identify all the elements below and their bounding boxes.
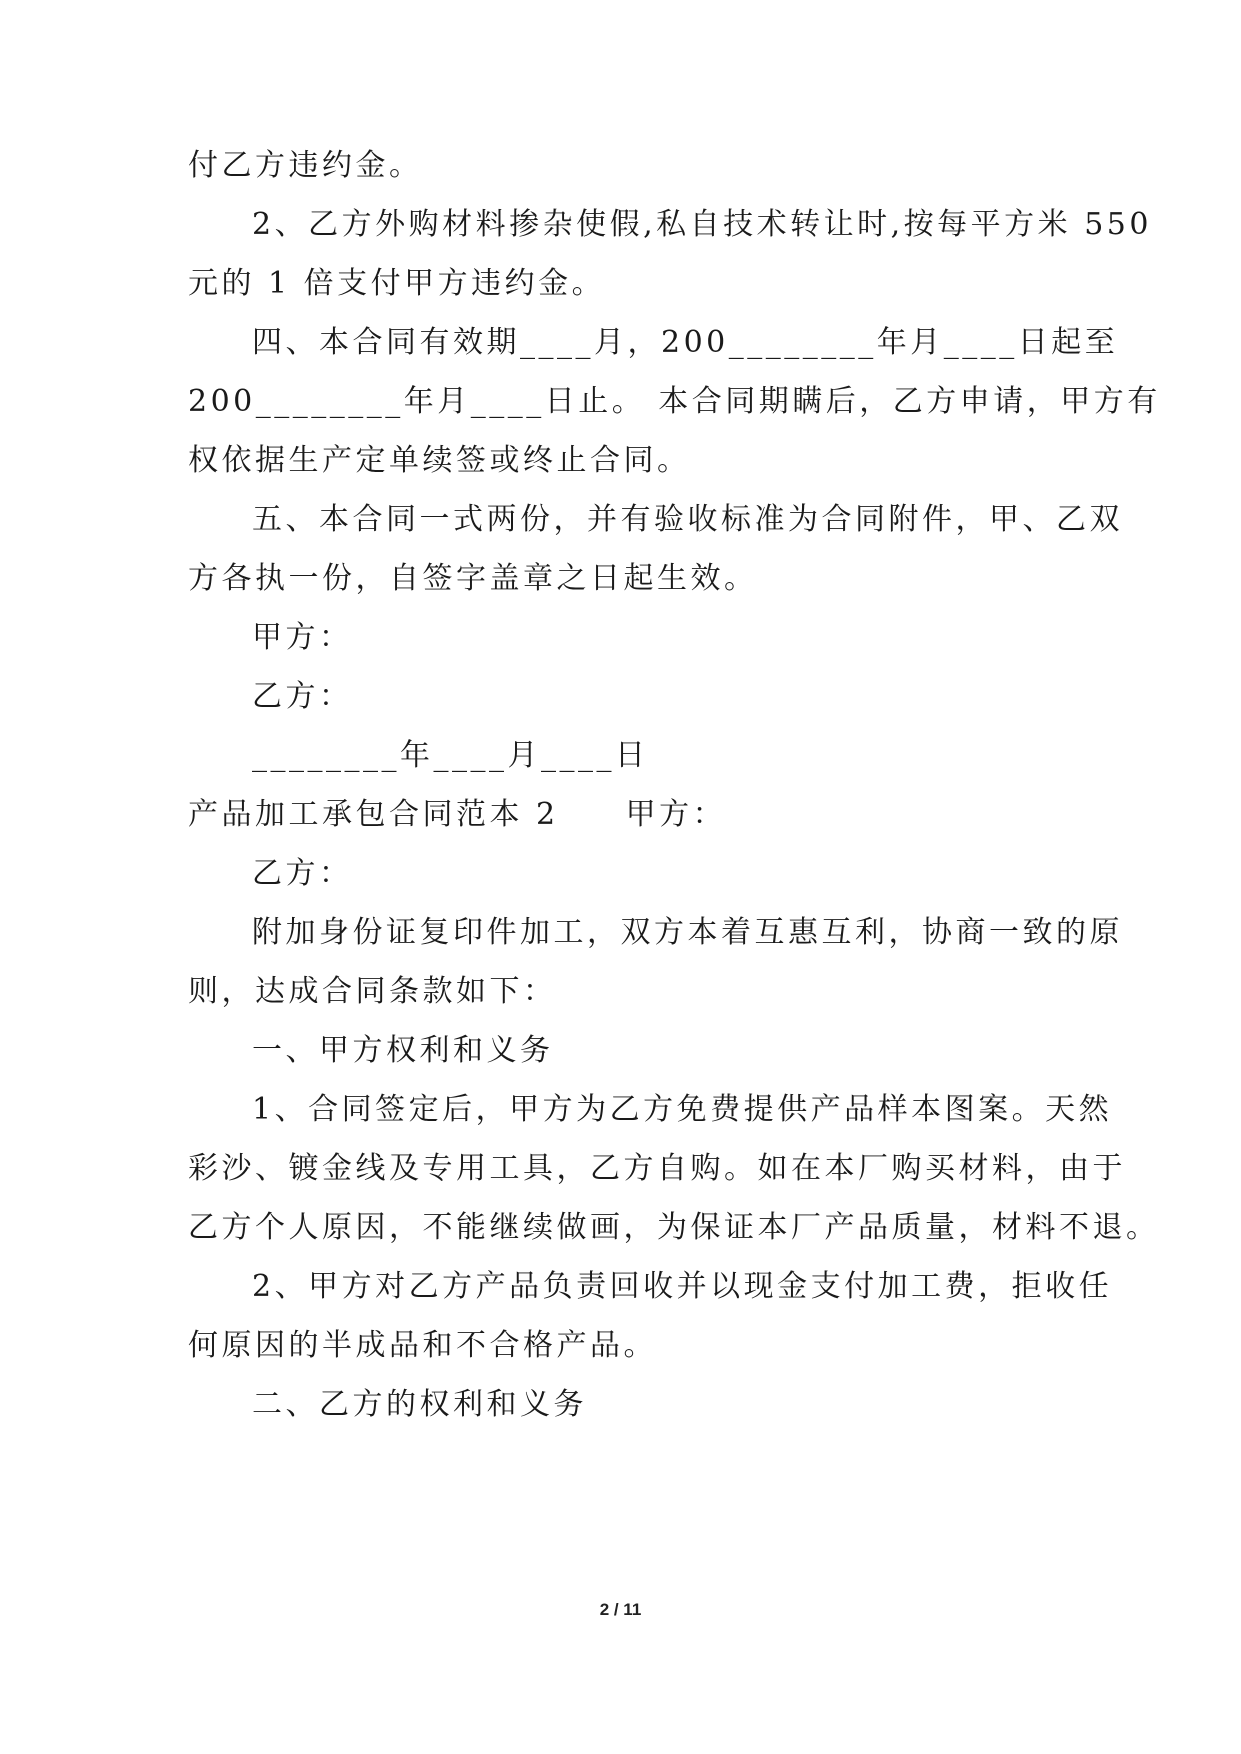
- paragraph-line: 附加身份证复印件加工，双方本着互惠互利，协商一致的原: [252, 915, 1123, 950]
- paragraph-line: 200________年月____日止。 本合同期瞒后，乙方申请，甲方有: [188, 384, 1161, 419]
- paragraph-line: 则，达成合同条款如下：: [188, 974, 557, 1009]
- paragraph-line: 权依据生产定单续签或终止合同。: [188, 443, 691, 478]
- paragraph-line: 1、合同签定后，甲方为乙方免费提供产品样本图案。天然: [252, 1092, 1113, 1127]
- paragraph-line: 方各执一份，自签字盖章之日起生效。: [188, 561, 758, 596]
- paragraph-line: 五、本合同一式两份，并有验收标准为合同附件，甲、乙双: [252, 502, 1123, 537]
- party-b-label: 乙方：: [252, 679, 353, 714]
- paragraph-line: 何原因的半成品和不合格产品。: [188, 1328, 657, 1363]
- paragraph-line: 元的 1 倍支付甲方违约金。: [188, 266, 606, 301]
- page-number: 2 / 11: [599, 1600, 642, 1619]
- clause-heading: 二、乙方的权利和义务: [252, 1387, 587, 1422]
- section-title: 产品加工承包合同范本 2 甲方：: [188, 797, 727, 832]
- clause-heading: 一、甲方权利和义务: [252, 1033, 554, 1068]
- paragraph-line: 四、本合同有效期____月，200________年月____日起至: [252, 325, 1119, 360]
- paragraph-line: 2、乙方外购材料掺杂使假,私自技术转让时,按每平方米 550: [252, 207, 1152, 242]
- paragraph-line: 付乙方违约金。: [188, 148, 423, 183]
- party-b-label: 乙方：: [252, 856, 353, 891]
- party-a-label: 甲方：: [252, 620, 353, 655]
- paragraph-line: 2、甲方对乙方产品负责回收并以现金支付加工费，拒收任: [252, 1269, 1113, 1304]
- paragraph-line: 彩沙、镀金线及专用工具，乙方自购。如在本厂购买材料，由于: [188, 1151, 1126, 1186]
- date-line: ________年____月____日: [252, 738, 649, 773]
- paragraph-line: 乙方个人原因，不能继续做画，为保证本厂产品质量，材料不退。: [188, 1210, 1160, 1245]
